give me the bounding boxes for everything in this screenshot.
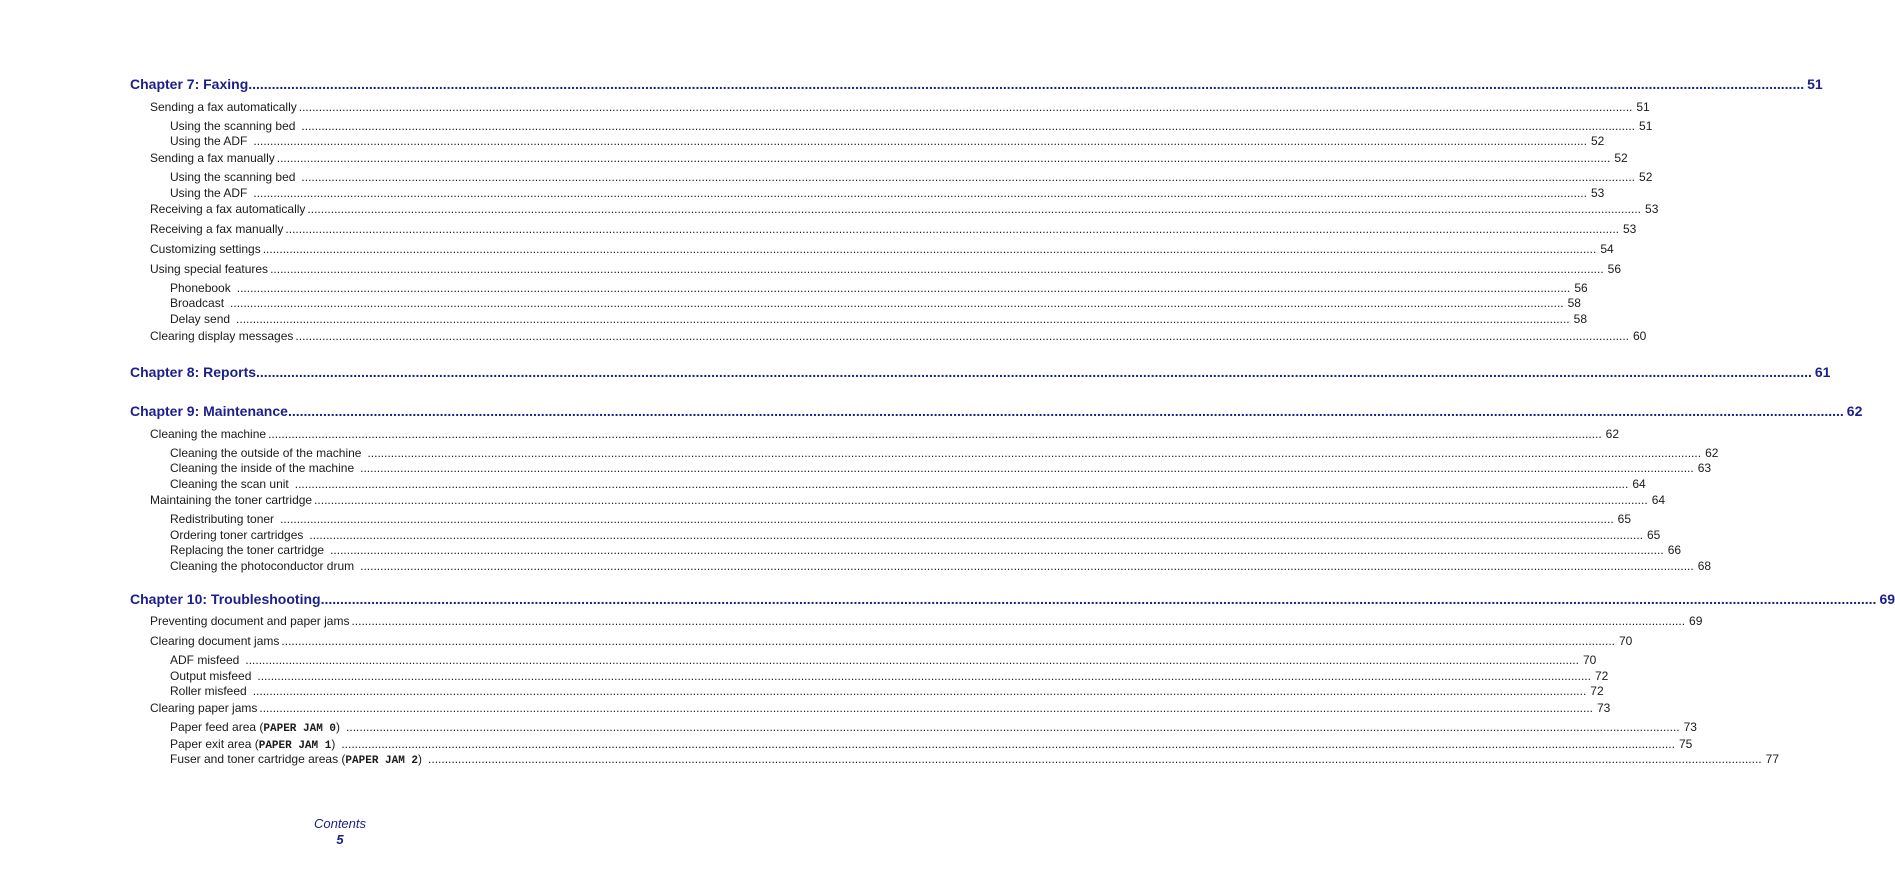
dot-leader: ................................................................................................................................................................................................................................................................................................................................................................................................................ bbox=[280, 512, 1614, 526]
toc-entry-section[interactable] bbox=[150, 493, 1666, 507]
dot-leader: ................................................................................................................................................................................................................................................................................................................................................................................................................ bbox=[252, 684, 1587, 698]
footer-page-number: 5 bbox=[336, 832, 344, 847]
toc-entry-page: 69 bbox=[1689, 614, 1703, 628]
toc-entry-section[interactable] bbox=[150, 202, 1659, 216]
toc-entry-page: 51 bbox=[1807, 76, 1823, 92]
toc-entry-code: PAPER JAM 1 bbox=[258, 740, 332, 752]
dot-leader: ................................................................................................................................................................................................................................................................................................................................................................................................................ bbox=[268, 427, 1602, 441]
dot-leader: ................................................................................................................................................................................................................................................................................................................................................................................................................ bbox=[309, 528, 1643, 542]
toc-entry-section[interactable] bbox=[150, 262, 1622, 276]
toc-entry-page: 53 bbox=[1623, 222, 1637, 236]
dot-leader: ................................................................................................................................................................................................................................................................................................................................................................................................................ bbox=[281, 634, 1615, 648]
toc-entry-sub[interactable] bbox=[170, 461, 1712, 475]
toc-entry-page: 56 bbox=[1607, 262, 1622, 276]
toc-entry-sub[interactable] bbox=[170, 312, 1587, 326]
dot-leader: ................................................................................................................................................................................................................................................................................................................................................................................................................ bbox=[428, 752, 1762, 766]
toc-entry-title: Preventing document and paper jams bbox=[150, 614, 350, 628]
toc-entry-section[interactable] bbox=[150, 242, 1614, 256]
dot-leader: ................................................................................................................................................................................................................................................................................................................................................................................................................ bbox=[262, 242, 1597, 256]
toc-entry-page: 51 bbox=[1636, 100, 1650, 114]
toc-entry-page: 52 bbox=[1590, 134, 1605, 148]
toc-entry-page: 58 bbox=[1567, 296, 1581, 310]
toc-entry-sub[interactable] bbox=[170, 669, 1609, 683]
toc-entry-page: 65 bbox=[1617, 512, 1632, 526]
toc-entry-page: 73 bbox=[1683, 720, 1697, 734]
toc-entry-sub[interactable] bbox=[170, 281, 1588, 295]
toc-entry-page: 73 bbox=[1596, 701, 1611, 715]
toc-entry-title: Sending a fax automatically bbox=[150, 100, 297, 114]
toc-entry-title: Cleaning the scan unit bbox=[170, 477, 289, 491]
toc-entry-section[interactable] bbox=[150, 427, 1620, 441]
toc-entry-title: Broadcast bbox=[170, 296, 225, 310]
toc-entry-page: 70 bbox=[1582, 653, 1597, 667]
toc-entry-section[interactable] bbox=[150, 100, 1650, 114]
toc-entry-section[interactable] bbox=[150, 151, 1628, 165]
dot-leader: ................................................................................................................................................................................................................................................................................................................................................................................................................ bbox=[276, 151, 1611, 165]
toc-entry-title: Ordering toner cartridges bbox=[170, 528, 304, 542]
toc-entry-title: Chapter 10: Troubleshooting bbox=[130, 591, 321, 607]
toc-entry-page: 63 bbox=[1697, 461, 1712, 475]
toc-entry-title: Redistributing toner bbox=[170, 512, 275, 526]
toc-entry-chapter[interactable] bbox=[130, 591, 1895, 607]
dot-leader: ................................................................................................................................................................................................................................................................................................................................................................................................................ bbox=[248, 76, 1805, 92]
toc-entry-page: 56 bbox=[1574, 281, 1588, 295]
toc-entry-title: Cleaning the inside of the machine bbox=[170, 461, 355, 475]
toc-entry-sub[interactable] bbox=[170, 446, 1719, 460]
toc-entry-title: Using the scanning bed bbox=[170, 170, 296, 184]
toc-entry-page: 61 bbox=[1814, 364, 1831, 380]
toc-entry-sub[interactable] bbox=[170, 296, 1581, 310]
toc-entry-title: Cleaning the photoconductor drum bbox=[170, 559, 355, 573]
toc-entry-sub[interactable] bbox=[170, 752, 1779, 767]
toc-entry-title: Replacing the toner cartridge bbox=[170, 543, 325, 557]
toc-entry-section[interactable] bbox=[150, 222, 1637, 236]
dot-leader: ................................................................................................................................................................................................................................................................................................................................................................................................................ bbox=[294, 477, 1629, 491]
toc-entry-sub[interactable] bbox=[170, 559, 1712, 573]
dot-leader: ................................................................................................................................................................................................................................................................................................................................................................................................................ bbox=[367, 446, 1702, 460]
dot-leader: ................................................................................................................................................................................................................................................................................................................................................................................................................ bbox=[295, 329, 1629, 343]
toc-entry-page: 52 bbox=[1639, 170, 1653, 184]
dot-leader: ................................................................................................................................................................................................................................................................................................................................................................................................................ bbox=[341, 737, 1675, 751]
toc-entry-page: 69 bbox=[1879, 591, 1895, 607]
toc-entry-sub[interactable] bbox=[170, 119, 1653, 133]
toc-entry-page: 72 bbox=[1594, 669, 1609, 683]
toc-entry-page: 64 bbox=[1632, 477, 1646, 491]
dot-leader: ................................................................................................................................................................................................................................................................................................................................................................................................................ bbox=[253, 134, 1587, 148]
toc-entry-section[interactable] bbox=[150, 614, 1703, 628]
dot-leader: ................................................................................................................................................................................................................................................................................................................................................................................................................ bbox=[351, 614, 1686, 628]
toc-entry-page: 60 bbox=[1633, 329, 1647, 343]
toc-entry-sub[interactable] bbox=[170, 528, 1661, 542]
dot-leader: ................................................................................................................................................................................................................................................................................................................................................................................................................ bbox=[346, 720, 1680, 734]
dot-leader: ................................................................................................................................................................................................................................................................................................................................................................................................................ bbox=[259, 701, 1593, 715]
toc-entry-page: 70 bbox=[1619, 634, 1633, 648]
dot-leader: ................................................................................................................................................................................................................................................................................................................................................................................................................ bbox=[256, 364, 1812, 380]
toc-entry-code: PAPER JAM 2 bbox=[345, 755, 419, 767]
dot-leader: ................................................................................................................................................................................................................................................................................................................................................................................................................ bbox=[307, 202, 1642, 216]
dot-leader: ................................................................................................................................................................................................................................................................................................................................................................................................................ bbox=[285, 222, 1619, 236]
toc-entry-sub[interactable] bbox=[170, 477, 1646, 491]
toc-entry-page: 58 bbox=[1573, 312, 1587, 326]
toc-entry-title: Chapter 7: Faxing bbox=[130, 76, 249, 92]
toc-entry-title: Using the ADF bbox=[170, 186, 248, 200]
toc-entry-sub[interactable] bbox=[170, 512, 1632, 526]
toc-entry-page: 53 bbox=[1645, 202, 1659, 216]
toc-entry-chapter[interactable] bbox=[130, 76, 1823, 92]
toc-entry-title: Paper feed area (PAPER JAM 0) bbox=[170, 720, 341, 735]
toc-entry-sub[interactable] bbox=[170, 134, 1605, 148]
toc-entry-title: Maintaining the toner cartridge bbox=[150, 493, 313, 507]
toc-entry-page: 66 bbox=[1667, 543, 1682, 557]
toc-entry-title: Using the ADF bbox=[170, 134, 248, 148]
dot-leader: ................................................................................................................................................................................................................................................................................................................................................................................................................ bbox=[287, 403, 1844, 419]
dot-leader: ................................................................................................................................................................................................................................................................................................................................................................................................................ bbox=[257, 669, 1591, 683]
toc-entry-page: 62 bbox=[1846, 403, 1863, 419]
toc-entry-page: 72 bbox=[1590, 684, 1604, 698]
footer-label: Contents bbox=[313, 816, 367, 831]
dot-leader: ................................................................................................................................................................................................................................................................................................................................................................................................................ bbox=[360, 461, 1694, 475]
toc-entry-section[interactable] bbox=[150, 634, 1633, 648]
toc-entry-title: Sending a fax manually bbox=[150, 151, 275, 165]
toc-entry-title: Chapter 8: Reports bbox=[130, 364, 257, 380]
dot-leader: ................................................................................................................................................................................................................................................................................................................................................................................................................ bbox=[301, 170, 1636, 184]
toc-entry-title: Paper exit area (PAPER JAM 1) bbox=[170, 737, 336, 752]
toc-entry-title: Using the scanning bed bbox=[170, 119, 296, 133]
toc-entry-title: Fuser and toner cartridge areas (PAPER JAM 2) bbox=[170, 752, 423, 767]
toc-entry-page: 52 bbox=[1614, 151, 1628, 165]
toc-entry-title: ADF misfeed bbox=[170, 653, 240, 667]
toc-entry-chapter[interactable] bbox=[130, 403, 1863, 419]
toc-entry-title: Clearing document jams bbox=[150, 634, 280, 648]
toc-entry-title: Cleaning the machine bbox=[150, 427, 267, 441]
toc-entry-page: 77 bbox=[1765, 752, 1779, 766]
dot-leader: ................................................................................................................................................................................................................................................................................................................................................................................................................ bbox=[245, 653, 1579, 667]
toc-entry-title: Cleaning the outside of the machine bbox=[170, 446, 362, 460]
toc-entry-title: Customizing settings bbox=[150, 242, 261, 256]
dot-leader: ................................................................................................................................................................................................................................................................................................................................................................................................................ bbox=[236, 312, 1570, 326]
dot-leader: ................................................................................................................................................................................................................................................................................................................................................................................................................ bbox=[360, 559, 1694, 573]
toc-entry-sub[interactable] bbox=[170, 720, 1697, 735]
toc-entry-sub[interactable] bbox=[170, 737, 1693, 752]
toc-entry-chapter[interactable] bbox=[130, 364, 1831, 380]
toc-entry-page: 53 bbox=[1590, 186, 1605, 200]
toc-entry-sub[interactable] bbox=[170, 186, 1605, 200]
toc-entry-section[interactable] bbox=[150, 701, 1611, 715]
dot-leader: ................................................................................................................................................................................................................................................................................................................................................................................................................ bbox=[270, 262, 1604, 276]
dot-leader: ................................................................................................................................................................................................................................................................................................................................................................................................................ bbox=[230, 296, 1564, 310]
toc-entry-title: Clearing paper jams bbox=[150, 701, 258, 715]
toc-entry-page: 62 bbox=[1705, 446, 1719, 460]
dot-leader: ................................................................................................................................................................................................................................................................................................................................................................................................................ bbox=[253, 186, 1587, 200]
toc-entry-sub[interactable] bbox=[170, 684, 1604, 698]
toc-entry-sub[interactable] bbox=[170, 543, 1682, 557]
toc-entry-title: Receiving a fax automatically bbox=[150, 202, 306, 216]
toc-entry-title: Receiving a fax manually bbox=[150, 222, 284, 236]
toc-entry-section[interactable] bbox=[150, 329, 1647, 343]
toc-entry-title: Clearing display messages bbox=[150, 329, 294, 343]
toc-entry-page: 62 bbox=[1605, 427, 1620, 441]
toc-entry-page: 65 bbox=[1647, 528, 1661, 542]
toc-entry-sub[interactable] bbox=[170, 170, 1653, 184]
toc-entry-page: 68 bbox=[1697, 559, 1712, 573]
dot-leader: ................................................................................................................................................................................................................................................................................................................................................................................................................ bbox=[301, 119, 1636, 133]
toc-entry-title: Output misfeed bbox=[170, 669, 252, 683]
toc-entry-title: Using special features bbox=[150, 262, 269, 276]
toc-entry-page: 64 bbox=[1651, 493, 1666, 507]
toc-entry-title: Delay send bbox=[170, 312, 231, 326]
dot-leader: ................................................................................................................................................................................................................................................................................................................................................................................................................ bbox=[330, 543, 1664, 557]
toc-entry-page: 75 bbox=[1678, 737, 1693, 751]
toc-entry-page: 51 bbox=[1639, 119, 1653, 133]
dot-leader: ................................................................................................................................................................................................................................................................................................................................................................................................................ bbox=[314, 493, 1648, 507]
dot-leader: ................................................................................................................................................................................................................................................................................................................................................................................................................ bbox=[320, 591, 1877, 607]
toc-entry-page: 54 bbox=[1600, 242, 1614, 256]
toc-entry-title: Phonebook bbox=[170, 281, 231, 295]
toc-entry-sub[interactable] bbox=[170, 653, 1597, 667]
toc-entry-code: PAPER JAM 0 bbox=[263, 723, 337, 735]
dot-leader: ................................................................................................................................................................................................................................................................................................................................................................................................................ bbox=[236, 281, 1571, 295]
dot-leader: ................................................................................................................................................................................................................................................................................................................................................................................................................ bbox=[298, 100, 1633, 114]
toc-entry-title: Chapter 9: Maintenance bbox=[130, 403, 288, 419]
toc-entry-title: Roller misfeed bbox=[170, 684, 247, 698]
